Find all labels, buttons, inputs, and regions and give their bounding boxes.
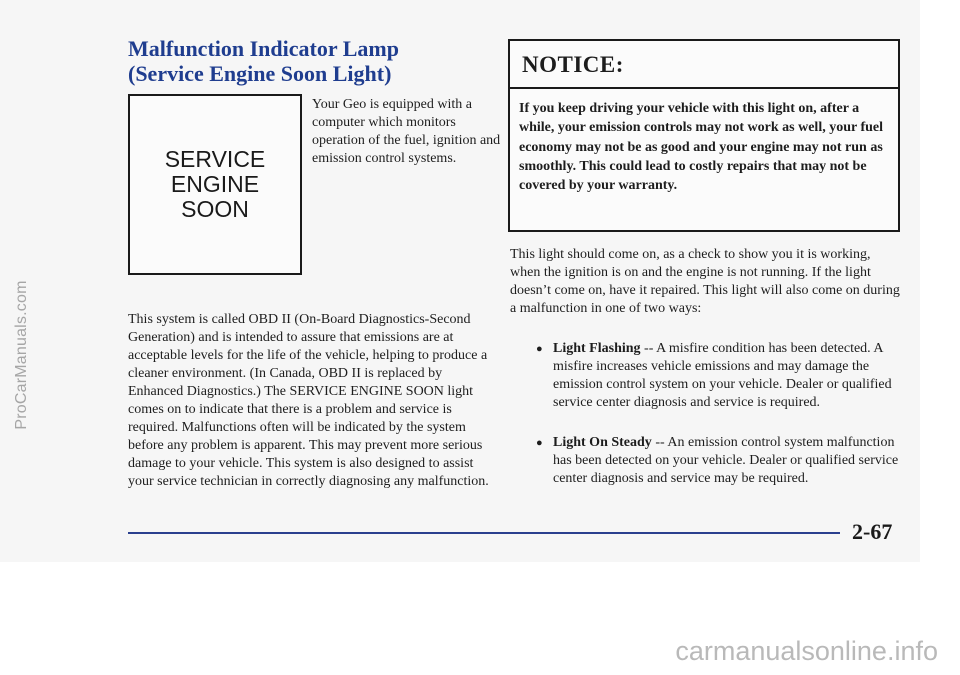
bullet-dot-icon: ● <box>536 343 543 355</box>
light-check-paragraph: This light should come on, as a check to show you it is working, when the ignition is on and the engine is not running. If the light doesn’t come on, have it repaired. This light will also come on during a malfunction in one of two ways: <box>510 247 900 316</box>
page-number: 2-67 <box>852 519 893 544</box>
lamp-text-service: SERVICE <box>164 146 266 172</box>
bullet-text: -- A misfire condition has been detected. A misfire increases vehicle emissions and may damage the emission control system on your vehicle. Dealer or qualified service center diagnosis and service is required. <box>553 341 892 410</box>
notice-box <box>508 39 900 232</box>
section-title <box>128 36 399 86</box>
side-watermark: ProCarManuals.com <box>13 280 30 430</box>
notice-heading: NOTICE: <box>510 41 898 89</box>
section-title-line-2: (Service Engine Soon Light) <box>128 61 392 86</box>
lamp-text-engine: ENGINE <box>170 171 260 197</box>
bullet-text: -- An emission control system malfunction has been detected on your vehicle. Dealer or qualified service center diagnosis and service may be required. <box>553 435 899 486</box>
bullet-light-flashing <box>536 340 913 412</box>
bullet-dot-icon: ● <box>536 437 543 449</box>
service-engine-soon-lamp-illustration <box>128 94 302 275</box>
bottom-watermark: carmanualsonline.info <box>675 636 938 666</box>
intro-paragraph: Your Geo is equipped with a computer which monitors operation of the fuel, ignition and emission control systems. <box>312 97 501 166</box>
lamp-text-soon: SOON <box>181 196 249 222</box>
bullet-term: Light On Steady <box>553 435 652 450</box>
bullet-light-on-steady <box>536 434 913 488</box>
footer-rule <box>128 532 840 534</box>
notice-text: If you keep driving your vehicle with this light on, after a while, your emission controls may not work as well, your fuel economy may not be as good and your engine may not run as smoothly. This could lead to costly repairs that may not be covered by your warranty. <box>519 101 884 194</box>
section-title-line-1: Malfunction Indicator Lamp <box>128 36 399 61</box>
obd-ii-paragraph: This system is called OBD II (On-Board Diagnostics-Second Generation) and is intended to assure that emissions are at acceptable levels for the life of the vehicle, helping to produce a cleaner environment. (In Canada, OBD II is replaced by Enhanced Diagnostics.) The SERVICE ENGINE SOON light comes on to indicate that there is a problem and service is required. Malfunctions often will be indicated by the system before any problem is apparent. This may prevent more serious damage to your vehicle. This system is also designed to assist your service technician in correctly diagnosing any malfunction. <box>128 312 489 489</box>
bullet-term: Light Flashing <box>553 341 641 356</box>
